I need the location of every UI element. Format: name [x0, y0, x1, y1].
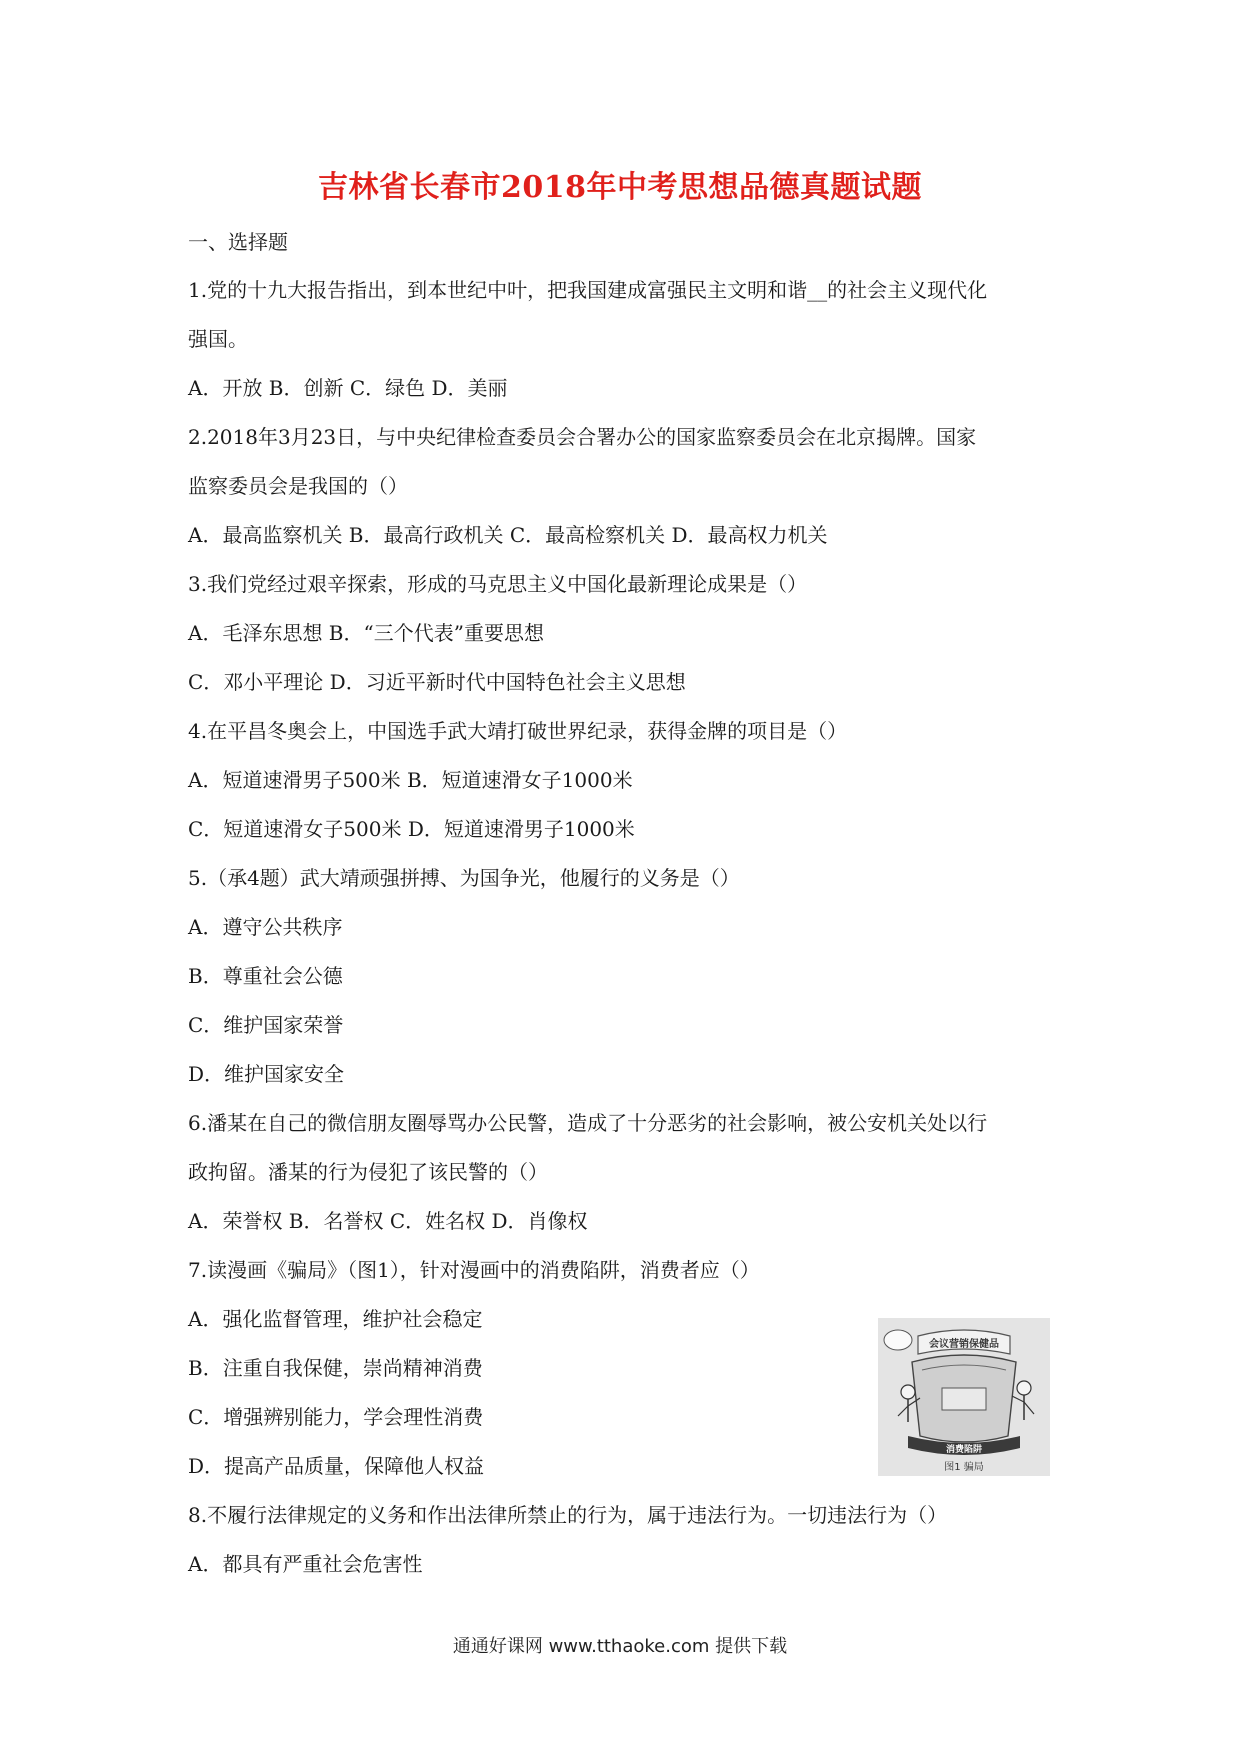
question-4-options-cd: C．短道速滑女子500米 D．短道速滑男子1000米 [188, 817, 635, 841]
figure-base-text: 消费陷阱 [945, 1445, 983, 1455]
question-5-option-a: A．遵守公共秩序 [188, 915, 343, 939]
question-4-stem: 4.在平昌冬奥会上，中国选手武大靖打破世界纪录，获得金牌的项目是（） [188, 719, 848, 743]
question-6-line-1: 6.潘某在自己的微信朋友圈辱骂办公民警，造成了十分恶劣的社会影响，被公安机关处以行 [188, 1111, 988, 1135]
figure-caption: 图1 骗局 [944, 1462, 984, 1473]
question-2-line-2: 监察委员会是我国的（） [188, 474, 408, 498]
question-3-options-ab: A．毛泽东思想 B．“三个代表”重要思想 [188, 621, 544, 645]
question-2-options: A．最高监察机关 B．最高行政机关 C．最高检察机关 D．最高权力机关 [188, 523, 828, 547]
question-1-line-2: 强国。 [188, 327, 248, 351]
question-5-stem: 5.（承4题）武大靖顽强拼搏、为国争光，他履行的义务是（） [188, 866, 740, 890]
question-6-options: A．荣誉权 B．名誉权 C．姓名权 D．肖像权 [188, 1209, 588, 1233]
question-1-options: A．开放 B．创新 C．绿色 D．美丽 [188, 376, 508, 400]
question-7-option-b: B．注重自我保健，崇尚精神消费 [188, 1356, 483, 1380]
question-3-stem: 3.我们党经过艰辛探索，形成的马克思主义中国化最新理论成果是（） [188, 572, 808, 596]
question-5-option-c: C．维护国家荣誉 [188, 1013, 344, 1037]
question-5-option-b: B．尊重社会公德 [188, 964, 343, 988]
question-7-option-d: D．提高产品质量，保障他人权益 [188, 1454, 485, 1478]
question-8-stem: 8.不履行法律规定的义务和作出法律所禁止的行为，属于违法行为。一切违法行为（） [188, 1503, 948, 1527]
question-8-option-a: A．都具有严重社会危害性 [188, 1552, 423, 1576]
question-6-line-2: 政拘留。潘某的行为侵犯了该民警的（） [188, 1160, 548, 1184]
figure-banner-text: 会议营销保健品 [929, 1339, 999, 1350]
question-1-line-1: 1.党的十九大报告指出，到本世纪中叶，把我国建成富强民主文明和谐__的社会主义现代化 [188, 278, 988, 302]
question-7-stem: 7.读漫画《骗局》（图1），针对漫画中的消费陷阱，消费者应（） [188, 1258, 760, 1282]
question-3-options-cd: C．邓小平理论 D．习近平新时代中国特色社会主义思想 [188, 670, 686, 694]
question-2-line-1: 2.2018年3月23日，与中央纪律检查委员会合署办公的国家监察委员会在北京揭牌。国家 [188, 425, 977, 449]
section-heading: 一、选择题 [188, 230, 288, 254]
page-title: 吉林省长春市2018年中考思想品德真题试题 [318, 170, 922, 205]
footer-credit: 通通好课网 www.tthaoke.com 提供下载 [452, 1636, 788, 1657]
question-4-options-ab: A．短道速滑男子500米 B．短道速滑女子1000米 [188, 768, 633, 792]
question-7-option-c: C．增强辨别能力，学会理性消费 [188, 1405, 484, 1429]
cartoon-figure-1 [878, 1318, 1050, 1476]
question-5-option-d: D．维护国家安全 [188, 1062, 345, 1086]
question-7-option-a: A．强化监督管理，维护社会稳定 [188, 1307, 483, 1331]
